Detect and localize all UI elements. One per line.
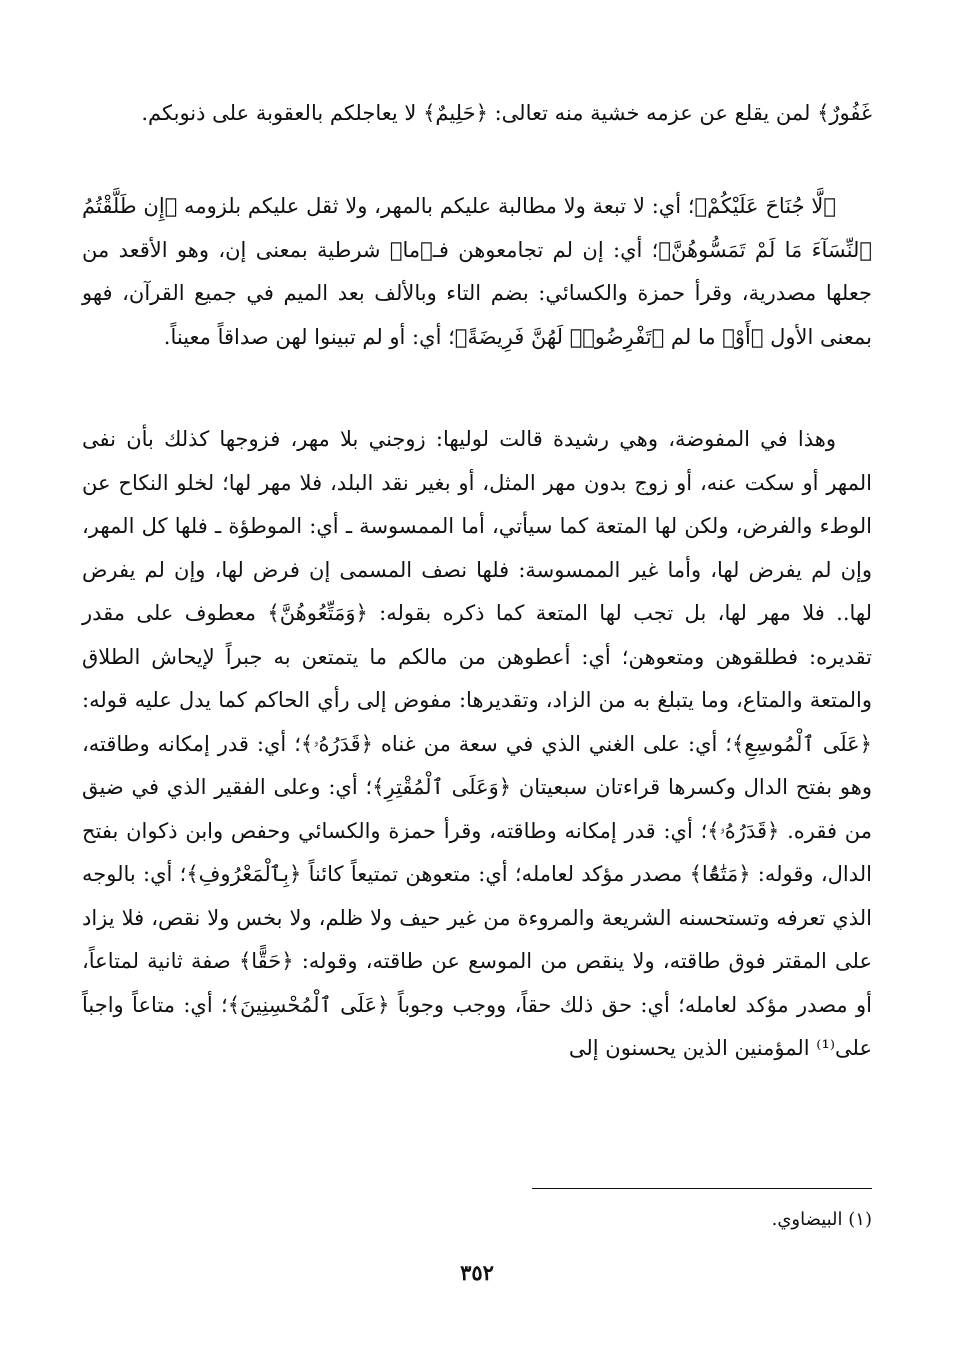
body-paragraph-1 bbox=[82, 92, 872, 136]
paragraph-text: غَفُورٌ﴾ لمن يقلع عن عزمه خشية منه تعالى: ﴿حَلِيمٌ﴾ لا يعاجلكم بالعقوبة على ذنوبكم. bbox=[141, 101, 872, 125]
paragraph-text: وهذا في المفوضة، وهي رشيدة قالت لوليها: زوجني بلا مهر، فزوجها كذلك بأن نفى المهر أو سكت عنه، أو زوج بدون مهر المثل، أو بغير نقد البلد، فلا مهر لها؛ لخلو النكاح عن الوطء والفرض، ولكن لها المتعة كما سيأتي، أما الممسوسة ـ أي: الموطؤة ـ فلها كل المهر، وإن لم يفرض لها، وأما غير الممسوسة: فلها نصف المسمى إن فرض لها، وإن لم يفرض لها.. فلا مهر لها، بل تجب لها المتعة كما ذكره بقوله: ﴿وَمَتِّعُوهُنَّ﴾ معطوف على مقدر تقديره: فطلقوهن ومتعوهن؛ أي: أعطوهن من مالكم ما يتمتعن به جبراً لإيحاش الطلاق والمتعة والمتاع، وما يتبلغ به من الزاد، وتقديرها: مفوض إلى رأي الحاكم كما يدل عليه قوله: ﴿عَلَى ٱلْمُوسِعِ﴾؛ أي: على الغني الذي في سعة من غناه ﴿قَدَرُهُۥ﴾؛ أي: قدر إمكانه وطاقته، وهو بفتح الدال وكسرها قراءتان سبعيتان ﴿وَعَلَى ٱلْمُقْتِرِ﴾؛ أي: وعلى الفقير الذي في ضيق من فقره. ﴿قَدَرُهُۥ﴾؛ أي: قدر إمكانه وطاقته، وقرأ حمزة والكسائي وحفص وابن ذكوان بفتح الدال، وقوله: ﴿مَتَٰعًۢا﴾ مصدر مؤكد لعامله؛ أي: متعوهن تمتيعاً كائناً ﴿بِٱلْمَعْرُوفِ﴾؛ أي: بالوجه الذي تعرفه وتستحسنه الشريعة والمروءة من غير حيف ولا ظلم، ولا بخس ولا نقص، فلا يزاد على المقتر فوق طاقته، ولا ينقص من الموسع عن طاقته، وقوله: ﴿حَقًّا﴾ صفة ثانية لمتاعاً، أو مصدر مؤكد لعامله؛ أي: حق ذلك حقاً، ووجب وجوباً ﴿عَلَى ٱلْمُحْسِنِينَ﴾؛ أي: متاعاً واجباً على⁽¹⁾ المؤمنين الذين يحسنون إلى bbox=[82, 427, 872, 1060]
footnote: (١) البيضاوي. bbox=[771, 1209, 872, 1230]
body-paragraph-2 bbox=[82, 185, 872, 359]
footnote-divider bbox=[532, 1188, 872, 1189]
page-number: ٣٥٢ bbox=[460, 1260, 494, 1285]
paragraph-text: ﴿لَّا جُنَاحَ عَلَيْكُمْ﴾؛ أي: لا تبعة ولا مطالبة عليكم بالمهر، ولا ثقل عليكم بلزومه ﴿إِن طَلَّقْتُمُ ٱلنِّسَآءَ مَا لَمْ تَمَسُّوهُنَّ﴾؛ أي: إن لم تجامعوهن فـ﴿ما﴾ شرطية بمعنى إن، وهو الأقعد من جعلها مصدرية، وقرأ حمزة والكسائي: بضم التاء وبالألف بعد الميم في جميع القرآن، فهو بمعنى الأول ﴿أَوْ﴾ ما لم ﴿تَفْرِضُوا۟ لَهُنَّ فَرِيضَةً﴾؛ أي: أو لم تبينوا لهن صداقاً معيناً. bbox=[82, 194, 872, 349]
body-paragraph-3 bbox=[82, 418, 872, 1071]
